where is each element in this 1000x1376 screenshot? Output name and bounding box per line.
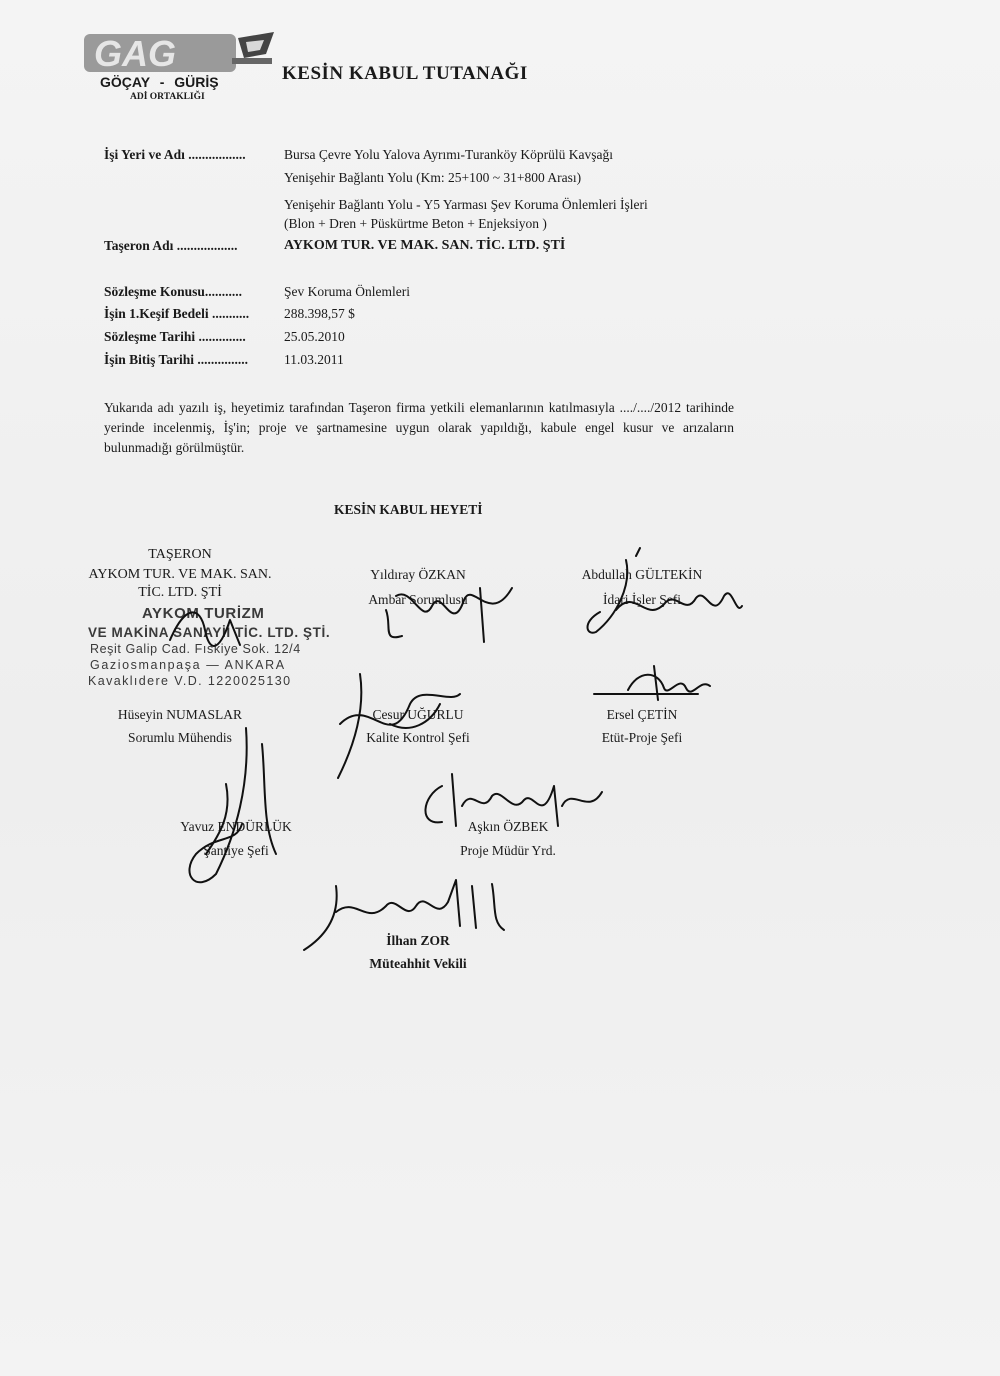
stamp-line: Gaziosmanpaşa — ANKARA [90, 658, 286, 672]
acceptance-paragraph: Yukarıda adı yazılı iş, heyetimiz tarafından Taşeron firma yetkili elemanlarının katılmasıyla ..../..../2012 tarihinde yerinde incelenmiş, İş'in; proje ve şartnamesine uygun olarak yapıldığı, kabule engel kusur ve arızaların bulunmadığı görülmüştür. [104, 400, 734, 455]
member-name: Yıldıray ÖZKAN [370, 567, 466, 582]
logo-company-subtitle: ADİ ORTAKLIĞI [130, 92, 205, 102]
member-name: Aşkın ÖZBEK [467, 819, 549, 834]
contract-subject-label: Sözleşme Konusu........... [104, 284, 243, 299]
member-name: Hüseyin NUMASLAR [117, 707, 243, 722]
logo-mark-text: GAG [94, 33, 177, 74]
signature-yavuz-endurluk [176, 724, 286, 894]
member-role: Ambar Sorumlusu [368, 592, 468, 607]
contract-date-value: 25.05.2010 [284, 329, 345, 344]
member-role: Kalite Kontrol Şefi [366, 730, 470, 745]
subcontractor-value: AYKOM TUR. VE MAK. SAN. TİC. LTD. ŞTİ [284, 238, 566, 253]
signature-abdullah-gultekin [576, 536, 746, 646]
member-role: Sorumlu Mühendis [128, 730, 232, 745]
member-role: Müteahhit Vekili [369, 956, 467, 971]
work-place-line: (Blon + Dren + Püskürtme Beton + Enjeksiyon ) [284, 216, 547, 231]
contract-subject-value: Şev Koruma Önlemleri [284, 284, 410, 299]
member-role: Etüt-Proje Şefi [601, 730, 683, 745]
stamp-line: Reşit Galip Cad. Fıskiye Sok. 12/4 [90, 642, 301, 656]
member-name: Abdullah GÜLTEKİN [581, 567, 703, 582]
company-logo [78, 28, 288, 108]
stamp-line: AYKOM TURİZM [142, 605, 265, 622]
finish-date-value: 11.03.2011 [284, 352, 344, 367]
member-name: Cesur UĞURLU [372, 707, 464, 722]
logo-mark-icon [78, 28, 288, 78]
work-place-label: İşi Yeri ve Adı ................. [104, 147, 246, 162]
contract-date-label: Sözleşme Tarihi .............. [104, 329, 246, 344]
work-place-line: Yenişehir Bağlantı Yolu - Y5 Yarması Şev Koruma Önlemleri İşleri [284, 197, 648, 212]
board-title: KESİN KABUL HEYETİ [334, 502, 483, 517]
stamp-line: Kavaklıdere V.D. 1220025130 [88, 674, 292, 688]
subcontractor-heading: TAŞERON [148, 547, 212, 562]
work-place-line: Yenişehir Bağlantı Yolu (Km: 25+100 ~ 31+800 Arası) [284, 170, 582, 185]
member-role: Proje Müdür Yrd. [460, 843, 556, 858]
document-title: KESİN KABUL TUTANAĞI [282, 63, 528, 84]
finish-date-label: İşin Bitiş Tarihi ............... [104, 352, 249, 367]
member-role: İdari İşler Şefi [603, 592, 681, 607]
signature-subcontractor [160, 600, 260, 660]
subcontractor-label: Taşeron Adı .................. [104, 238, 238, 253]
signature-yildiray-ozkan [372, 566, 522, 656]
member-name: İlhan ZOR [386, 933, 450, 948]
estimate-label: İşin 1.Keşif Bedeli ........... [104, 306, 250, 321]
signature-ersel-cetin [588, 660, 718, 710]
member-name: Ersel ÇETİN [606, 707, 678, 722]
member-name: Yavuz ENDÜRLÜK [180, 819, 292, 834]
estimate-value: 288.398,57 $ [284, 306, 355, 321]
member-role: Şantiye Şefi [203, 843, 269, 858]
subcontractor-name-line: AYKOM TUR. VE MAK. SAN. [88, 567, 272, 582]
signature-askin-ozbek [412, 766, 612, 846]
subcontractor-name-line: TİC. LTD. ŞTİ [138, 585, 222, 600]
stamp-line: VE MAKİNA SANAYİİ TİC. LTD. ŞTİ. [88, 625, 331, 640]
logo-company-name: GÖÇAY - GÜRİŞ [100, 74, 219, 90]
signature-ilhan-zor [296, 866, 516, 956]
work-place-line: Bursa Çevre Yolu Yalova Ayrımı-Turanköy Köprülü Kavşağı [284, 147, 614, 162]
